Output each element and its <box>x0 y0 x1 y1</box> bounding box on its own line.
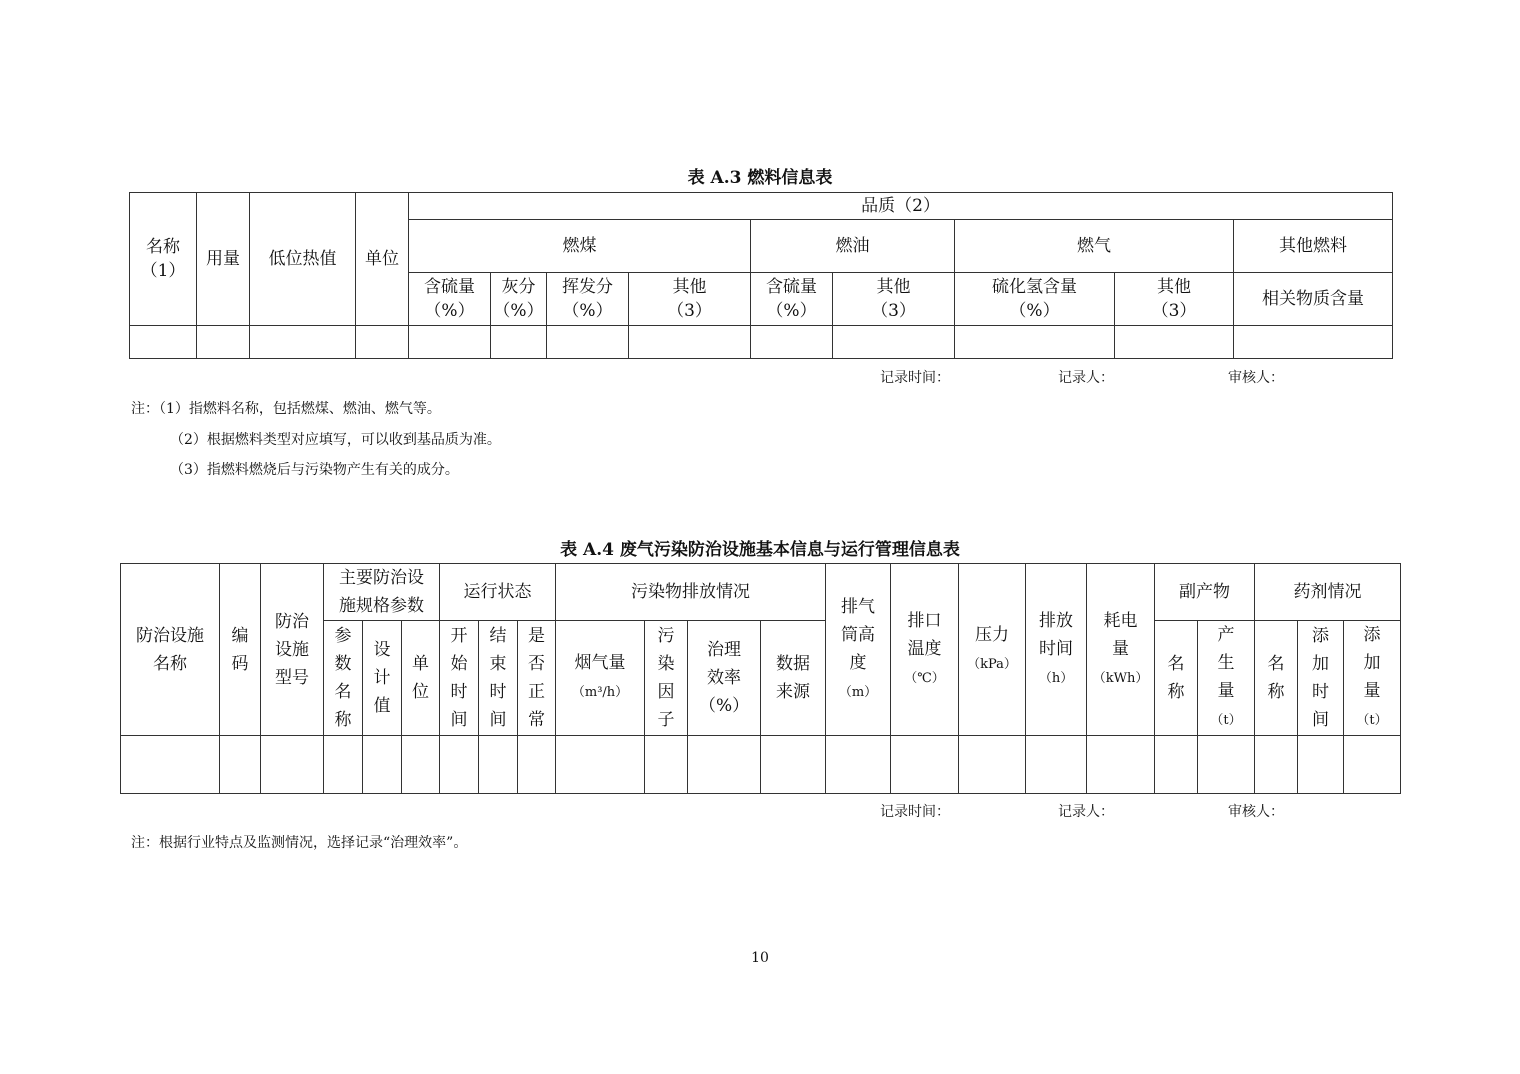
header-unit: 单位 <box>356 193 409 326</box>
table-cell[interactable] <box>1198 736 1255 794</box>
table-cell[interactable] <box>250 326 356 359</box>
col-coal-sulfur: 含硫量 （%） <box>409 273 491 326</box>
table-cell[interactable] <box>356 326 409 359</box>
table-cell[interactable] <box>761 736 826 794</box>
col-data-source: 数据 来源 <box>761 621 826 736</box>
col-is-normal: 是 否 正 常 <box>518 621 556 736</box>
table-cell[interactable] <box>1298 736 1344 794</box>
col-flue-gas: 烟气量 （m³/h） <box>556 621 645 736</box>
t3-record-time-label: 记录时间： <box>880 370 950 386</box>
table-cell[interactable] <box>440 736 479 794</box>
col-oil-other: 其他 （3） <box>833 273 955 326</box>
col-pollutant-factor: 污 染 因 子 <box>645 621 688 736</box>
col-related-substance: 相关物质含量 <box>1234 273 1393 326</box>
col-design-value: 设 计 值 <box>363 621 402 736</box>
table-cell[interactable] <box>363 736 402 794</box>
col-chemical-name: 名 称 <box>1255 621 1298 736</box>
table-cell[interactable] <box>220 736 261 794</box>
header-stack-height: 排气 筒高 度 （m） <box>826 564 891 736</box>
col-unit: 单 位 <box>402 621 440 736</box>
table-cell[interactable] <box>324 736 363 794</box>
group-coal: 燃煤 <box>409 220 751 273</box>
table-cell[interactable] <box>479 736 518 794</box>
table-cell[interactable] <box>1234 326 1393 359</box>
col-coal-volatile: 挥发分 （%） <box>547 273 629 326</box>
table-cell[interactable] <box>1344 736 1401 794</box>
t3-note-3: （3）指燃料燃烧后与污染物产生有关的成分。 <box>170 462 459 478</box>
table-cell[interactable] <box>556 736 645 794</box>
fuel-info-table <box>129 192 1393 359</box>
table-cell[interactable] <box>130 326 197 359</box>
table-cell[interactable] <box>491 326 547 359</box>
col-byproduct-name: 名 称 <box>1155 621 1198 736</box>
header-chemical: 药剂情况 <box>1255 564 1401 621</box>
table-cell[interactable] <box>121 736 220 794</box>
header-run-status: 运行状态 <box>440 564 556 621</box>
table-cell[interactable] <box>261 736 324 794</box>
group-other-fuel: 其他燃料 <box>1234 220 1393 273</box>
table-cell[interactable] <box>547 326 629 359</box>
t3-note-1: 注：（1）指燃料名称，包括燃煤、燃油、燃气等。 <box>131 401 441 417</box>
table-cell[interactable] <box>1026 736 1087 794</box>
header-emission: 污染物排放情况 <box>556 564 826 621</box>
header-outlet-temp: 排口 温度 （℃） <box>891 564 959 736</box>
header-facility-type: 防治 设施 型号 <box>261 564 324 736</box>
table-row <box>130 326 1393 359</box>
table-cell[interactable] <box>1087 736 1155 794</box>
t4-note: 注：根据行业特点及监测情况，选择记录“治理效率”。 <box>131 835 468 851</box>
table-a3-title: 表 A.3 燃料信息表 <box>687 168 833 188</box>
table-cell[interactable] <box>197 326 250 359</box>
t4-reviewer-label: 审核人： <box>1228 804 1284 820</box>
table-a4-title: 表 A.4 废气污染防治设施基本信息与运行管理信息表 <box>560 540 960 560</box>
table-row <box>121 736 1401 794</box>
t4-record-time-label: 记录时间： <box>880 804 950 820</box>
table-cell[interactable] <box>1155 736 1198 794</box>
col-param-name: 参 数 名 称 <box>324 621 363 736</box>
table-cell[interactable] <box>826 736 891 794</box>
header-pressure: 压力 （kPa） <box>959 564 1026 736</box>
header-byproduct: 副产物 <box>1155 564 1255 621</box>
table-cell[interactable] <box>688 736 761 794</box>
table-cell[interactable] <box>955 326 1115 359</box>
header-discharge-time: 排放 时间 （h） <box>1026 564 1087 736</box>
col-coal-ash: 灰分 （%） <box>491 273 547 326</box>
table-cell[interactable] <box>959 736 1026 794</box>
t4-recorder-label: 记录人： <box>1058 804 1114 820</box>
col-gas-other: 其他 （3） <box>1115 273 1234 326</box>
header-lower-heating-value: 低位热值 <box>250 193 356 326</box>
header-main-params: 主要防治设 施规格参数 <box>324 564 440 621</box>
col-byproduct-amount: 产 生 量 （t） <box>1198 621 1255 736</box>
table-cell[interactable] <box>518 736 556 794</box>
table-cell[interactable] <box>751 326 833 359</box>
page-number: 10 <box>751 950 769 966</box>
header-facility-name: 防治设施 名称 <box>121 564 220 736</box>
table-cell[interactable] <box>833 326 955 359</box>
header-power: 耗电 量 （kWh） <box>1087 564 1155 736</box>
table-cell[interactable] <box>891 736 959 794</box>
waste-gas-facility-table <box>120 563 1401 794</box>
col-oil-sulfur: 含硫量 （%） <box>751 273 833 326</box>
group-gas: 燃气 <box>955 220 1234 273</box>
header-fuel-name: 名称 （1） <box>130 193 197 326</box>
table-cell[interactable] <box>1255 736 1298 794</box>
t3-note-2: （2）根据燃料类型对应填写，可以收到基品质为准。 <box>170 432 501 448</box>
table-cell[interactable] <box>409 326 491 359</box>
header-amount: 用量 <box>197 193 250 326</box>
table-cell[interactable] <box>629 326 751 359</box>
table-cell[interactable] <box>402 736 440 794</box>
col-start-time: 开 始 时 间 <box>440 621 479 736</box>
header-code: 编 码 <box>220 564 261 736</box>
col-chemical-add-time: 添 加 时 间 <box>1298 621 1344 736</box>
table-cell[interactable] <box>1115 326 1234 359</box>
col-chemical-add-amount: 添 加 量 （t） <box>1344 621 1401 736</box>
header-quality: 品质（2） <box>409 193 1393 220</box>
col-coal-other: 其他 （3） <box>629 273 751 326</box>
group-oil: 燃油 <box>751 220 955 273</box>
col-end-time: 结 束 时 间 <box>479 621 518 736</box>
col-gas-h2s: 硫化氢含量 （%） <box>955 273 1115 326</box>
col-treatment-efficiency: 治理 效率 （%） <box>688 621 761 736</box>
t3-reviewer-label: 审核人： <box>1228 370 1284 386</box>
t3-recorder-label: 记录人： <box>1058 370 1114 386</box>
table-cell[interactable] <box>645 736 688 794</box>
